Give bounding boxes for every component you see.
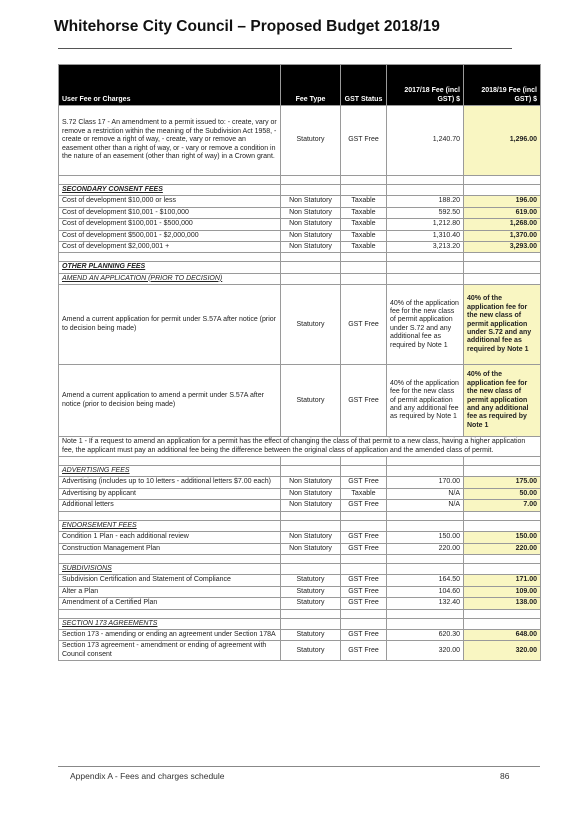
table-row: [59, 543, 541, 554]
fee-type: Non Statutory: [281, 230, 341, 241]
header-fee-name: User Fee or Charges: [59, 65, 281, 106]
gst-status: GST Free: [341, 285, 387, 365]
fee-type: Non Statutory: [281, 500, 341, 511]
fee-2017: 164.50: [387, 575, 464, 586]
page-number: 86: [500, 771, 510, 781]
fee-2017: 1,240.70: [387, 106, 464, 176]
fee-2018: 3,293.00: [464, 242, 541, 253]
fee-type: Statutory: [281, 629, 341, 640]
fee-type: Statutory: [281, 365, 341, 437]
fee-2017: 132.40: [387, 598, 464, 609]
table-row: [59, 641, 541, 661]
fee-type: Statutory: [281, 641, 341, 661]
fee-description: Section 173 - amending or ending an agreement under Section 178A: [59, 629, 281, 640]
fee-description: Advertising by applicant: [59, 488, 281, 499]
fee-description: Alter a Plan: [59, 586, 281, 597]
table-row: [59, 365, 541, 437]
table-row: [59, 500, 541, 511]
fee-2017: 1,310.40: [387, 230, 464, 241]
fee-2018: 648.00: [464, 629, 541, 640]
header-fee-2018: 2018/19 Fee (incl GST) $: [464, 65, 541, 106]
table-row: [59, 207, 541, 218]
spacer-row: [59, 609, 541, 618]
fee-type: Non Statutory: [281, 242, 341, 253]
table-row: [59, 285, 541, 365]
fee-description: Advertising (includes up to 10 letters - additional letters $7.00 each): [59, 477, 281, 488]
spacer-row: [59, 554, 541, 563]
fee-2018: 150.00: [464, 532, 541, 543]
footer-rule: [58, 766, 540, 767]
fee-description: S.72 Class 17 - An amendment to a permit issued to: - create, vary or remove a restriction within the meaning of the Subdivision Act 1958, - create or remove a right of way, - create, vary or remove an easement other than a right of way, or - vary or remove a condition in the nature of an easement (other than right of way) in a Crown grant.: [59, 106, 281, 176]
spacer-row: [59, 457, 541, 466]
gst-status: Taxable: [341, 196, 387, 207]
table-row: [59, 106, 541, 176]
section-heading: ENDORSEMENT FEES: [59, 520, 281, 531]
fee-2017: N/A: [387, 500, 464, 511]
gst-status: GST Free: [341, 477, 387, 488]
fee-description: Cost of development $2,000,001 +: [59, 242, 281, 253]
section-heading: SECONDARY CONSENT FEES: [59, 185, 281, 196]
fee-2017: 592.50: [387, 207, 464, 218]
header-fee-type: Fee Type: [281, 65, 341, 106]
gst-status: GST Free: [341, 500, 387, 511]
fee-type: Non Statutory: [281, 196, 341, 207]
section-heading-row: [59, 618, 541, 629]
page-title: Whitehorse City Council – Proposed Budget 2018/19: [54, 18, 440, 35]
section-heading: ADVERTISING FEES: [59, 466, 281, 477]
fee-2017: 104.60: [387, 586, 464, 597]
fee-type: Non Statutory: [281, 543, 341, 554]
fee-2017: 320.00: [387, 641, 464, 661]
section-heading: OTHER PLANNING FEES: [59, 262, 281, 273]
fee-2017: 3,213.20: [387, 242, 464, 253]
table-row: [59, 242, 541, 253]
fee-2018: 40% of the application fee for the new class of permit application under S.72 and any additional fee as required by Note 1: [464, 285, 541, 365]
subsection-heading-row: [59, 273, 541, 284]
gst-status: GST Free: [341, 543, 387, 554]
table-row: [59, 598, 541, 609]
spacer-row: [59, 511, 541, 520]
fee-2018: 40% of the application fee for the new class of permit application and any additional fee as required by Note 1: [464, 365, 541, 437]
note-text: Note 1 - If a request to amend an application for a permit has the effect of changing the class of that permit to a new class, having a higher application fee, the applicant must pay an additional fee being the difference between the original class of application and the amended class of permit.: [59, 437, 541, 457]
section-heading-row: [59, 563, 541, 574]
fee-description: Amend a current application for permit under S.57A after notice (prior to decision being made): [59, 285, 281, 365]
table-header-row: [59, 65, 541, 106]
section-heading: SECTION 173 AGREEMENTS: [59, 618, 281, 629]
fee-2017: 1,212.80: [387, 219, 464, 230]
fee-2018: 138.00: [464, 598, 541, 609]
gst-status: Taxable: [341, 230, 387, 241]
table-row: [59, 219, 541, 230]
gst-status: GST Free: [341, 586, 387, 597]
fee-2018: 320.00: [464, 641, 541, 661]
fee-2017: 40% of the application fee for the new class of permit application and any additional fee as required by Note 1: [387, 365, 464, 437]
fee-description: Amendment of a Certified Plan: [59, 598, 281, 609]
fee-description: Condition 1 Plan - each additional review: [59, 532, 281, 543]
table-row: [59, 230, 541, 241]
table-row: [59, 629, 541, 640]
fee-type: Statutory: [281, 106, 341, 176]
fee-2018: 196.00: [464, 196, 541, 207]
section-heading-row: [59, 520, 541, 531]
fee-type: Non Statutory: [281, 207, 341, 218]
gst-status: Taxable: [341, 207, 387, 218]
table-row: [59, 196, 541, 207]
header-fee-2017: 2017/18 Fee (incl GST) $: [387, 65, 464, 106]
table-row: [59, 477, 541, 488]
fee-type: Statutory: [281, 598, 341, 609]
gst-status: GST Free: [341, 641, 387, 661]
fee-description: Cost of development $500,001 - $2,000,000: [59, 230, 281, 241]
header-gst-status: GST Status: [341, 65, 387, 106]
gst-status: Taxable: [341, 488, 387, 499]
fee-2018: 1,296.00: [464, 106, 541, 176]
table-row: [59, 488, 541, 499]
section-heading: SUBDIVISIONS: [59, 563, 281, 574]
gst-status: GST Free: [341, 106, 387, 176]
gst-status: GST Free: [341, 629, 387, 640]
spacer-row: [59, 176, 541, 185]
fee-description: Amend a current application to amend a permit under S.57A after notice (prior to decision being made): [59, 365, 281, 437]
fee-2017: N/A: [387, 488, 464, 499]
table-row: [59, 575, 541, 586]
fee-2018: 109.00: [464, 586, 541, 597]
fee-2017: 220.00: [387, 543, 464, 554]
fee-2017: 150.00: [387, 532, 464, 543]
fee-description: Additional letters: [59, 500, 281, 511]
gst-status: GST Free: [341, 598, 387, 609]
fee-2018: 175.00: [464, 477, 541, 488]
fee-2018: 7.00: [464, 500, 541, 511]
gst-status: Taxable: [341, 219, 387, 230]
gst-status: GST Free: [341, 575, 387, 586]
section-heading-row: [59, 466, 541, 477]
fee-type: Non Statutory: [281, 477, 341, 488]
note-row: [59, 437, 541, 457]
footer-caption: Appendix A - Fees and charges schedule: [70, 771, 225, 781]
fee-description: Cost of development $10,001 - $100,000: [59, 207, 281, 218]
gst-status: GST Free: [341, 365, 387, 437]
fee-2018: 220.00: [464, 543, 541, 554]
fee-type: Statutory: [281, 575, 341, 586]
fee-type: Non Statutory: [281, 532, 341, 543]
fees-table: [58, 64, 541, 661]
fee-type: Statutory: [281, 586, 341, 597]
spacer-row: [59, 253, 541, 262]
gst-status: GST Free: [341, 532, 387, 543]
fee-2017: 40% of the application fee for the new class of permit application under S.72 and any additional fee as required by Note 1: [387, 285, 464, 365]
fee-2018: 1,268.00: [464, 219, 541, 230]
fee-2017: 170.00: [387, 477, 464, 488]
fee-description: Construction Management Plan: [59, 543, 281, 554]
fee-2018: 171.00: [464, 575, 541, 586]
fee-type: Non Statutory: [281, 219, 341, 230]
fee-2018: 619.00: [464, 207, 541, 218]
fee-description: Cost of development $100,001 - $500,000: [59, 219, 281, 230]
fee-2017: 188.20: [387, 196, 464, 207]
fee-2017: 620.30: [387, 629, 464, 640]
fee-description: Section 173 agreement - amendment or ending of agreement with Council consent: [59, 641, 281, 661]
gst-status: Taxable: [341, 242, 387, 253]
fee-2018: 50.00: [464, 488, 541, 499]
fee-description: Cost of development $10,000 or less: [59, 196, 281, 207]
fee-description: Subdivision Certification and Statement of Compliance: [59, 575, 281, 586]
table-row: [59, 532, 541, 543]
fee-type: Non Statutory: [281, 488, 341, 499]
table-row: [59, 586, 541, 597]
section-heading-row: [59, 262, 541, 273]
title-rule: [58, 48, 512, 49]
fee-type: Statutory: [281, 285, 341, 365]
fee-2018: 1,370.00: [464, 230, 541, 241]
subsection-heading: AMEND AN APPLICATION (PRIOR TO DECISION): [59, 273, 281, 284]
section-heading-row: [59, 185, 541, 196]
